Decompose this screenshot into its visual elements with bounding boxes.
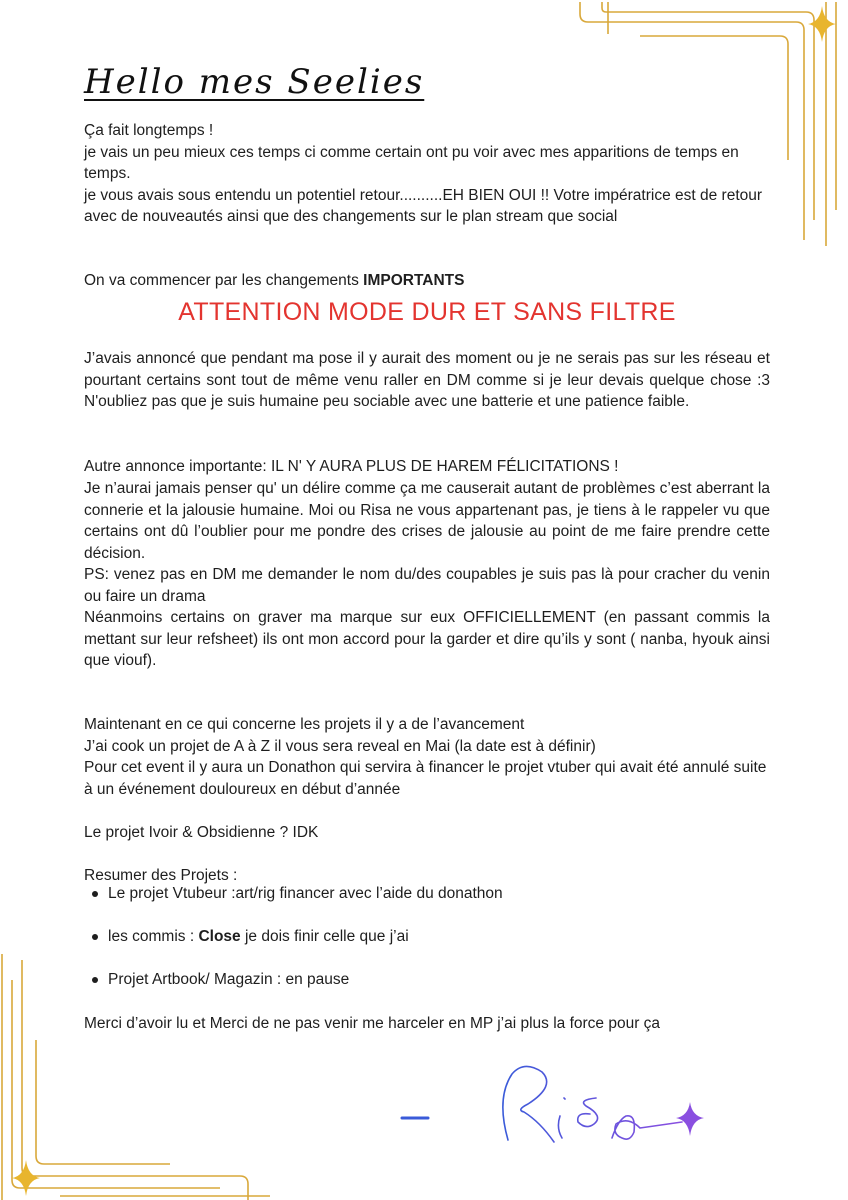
projects-line: Maintenant en ce qui concerne les projets il y a de l’avancement — [84, 716, 525, 733]
harem-body: Je n’aurai jamais penser qu' un délire comme ça me causerait autant de problèmes c’est aberrant la connerie et la jalousie humaine. Moi ou Risa ne vous appartenant pas, je tiens à le rappeler vu que certains ont dû l’oublier pour me pondre des crises de jalousie au point de me faire prendre cette décision. — [84, 480, 770, 562]
alert-heading: ATTENTION MODE DUR ET SANS FILTRE — [178, 298, 676, 326]
changes-intro — [84, 270, 770, 292]
projects-paragraph — [84, 714, 770, 800]
changes-intro-text: On va commencer par les changements — [84, 272, 364, 289]
signature — [390, 1058, 730, 1158]
bullet-icon — [92, 977, 98, 983]
intro-line: je vous avais sous entendu un potentiel retour..........EH BIEN OUI !! Votre impératrice est de retour avec de nouveautés ainsi que des changements sur le plan stream que social — [84, 186, 763, 225]
bullet-icon — [92, 891, 98, 897]
list-item-text: Le projet Vtubeur :art/rig financer avec l’aide du donathon — [108, 885, 503, 902]
ivoir-line: Le projet Ivoir & Obsidienne ? IDK — [84, 824, 319, 841]
ps-paragraph: PS: venez pas en DM me demander le nom du/des coupables je suis pas là pour cracher du venin ou faire un drama — [84, 566, 770, 605]
list-item-text: les commis : Close je dois finir celle que j’ai — [108, 928, 409, 945]
intro-line: je vais un peu mieux ces temps ci comme certain ont pu voir avec mes apparitions de temps en temps. — [84, 143, 739, 182]
harem-headline: Autre annonce importante: IL N' Y AURA PLUS DE HAREM FÉLICITATIONS ! — [84, 458, 619, 475]
sparkle-icon — [12, 1160, 40, 1196]
summary-title: Resumer des Projets : — [84, 867, 238, 884]
changes-intro-bold: IMPORTANTS — [363, 272, 465, 289]
mark-paragraph: Néanmoins certains on graver ma marque sur eux OFFICIELLEMENT (en passant commis la mettant sur leur refsheet) ils ont mon accord pour la garder et dire qu’ils y sont ( nanba, hyouk ainsi que viouf). — [84, 609, 770, 669]
intro-line: Ça fait longtemps ! — [84, 122, 214, 139]
intro-paragraph — [84, 120, 770, 228]
sparkle-icon — [676, 1102, 704, 1136]
closing-line: Merci d’avoir lu et Merci de ne pas venir me harceler en MP j’ai plus la force pour ça — [84, 1015, 661, 1032]
sparkle-icon — [808, 6, 836, 42]
projects-line: Pour cet event il y aura un Donathon qui servira à financer le projet vtuber qui avait été annulé suite à un événement douloureux en début d’année — [84, 759, 767, 798]
greeting-title: Hello mes Seelies — [84, 62, 425, 102]
list-item-text: Projet Artbook/ Magazin : en pause — [108, 971, 350, 988]
projects-line: J’ai cook un projet de A à Z il vous sera reveal en Mai (la date est à définir) — [84, 737, 596, 755]
bullet-icon — [92, 934, 98, 940]
signature-stroke — [503, 1066, 682, 1142]
pause-paragraph: J’avais annoncé que pendant ma pose il y aurait des moment ou je ne serais pas sur les réseau et pourtant certains sont tout de même venu raller en DM comme si je leur devais quelque chose :3 N'oubliez pas que je suis humaine peu sociable avec une batterie et une patience faible. — [84, 350, 770, 410]
bottom-left-frame-lines — [2, 954, 270, 1200]
